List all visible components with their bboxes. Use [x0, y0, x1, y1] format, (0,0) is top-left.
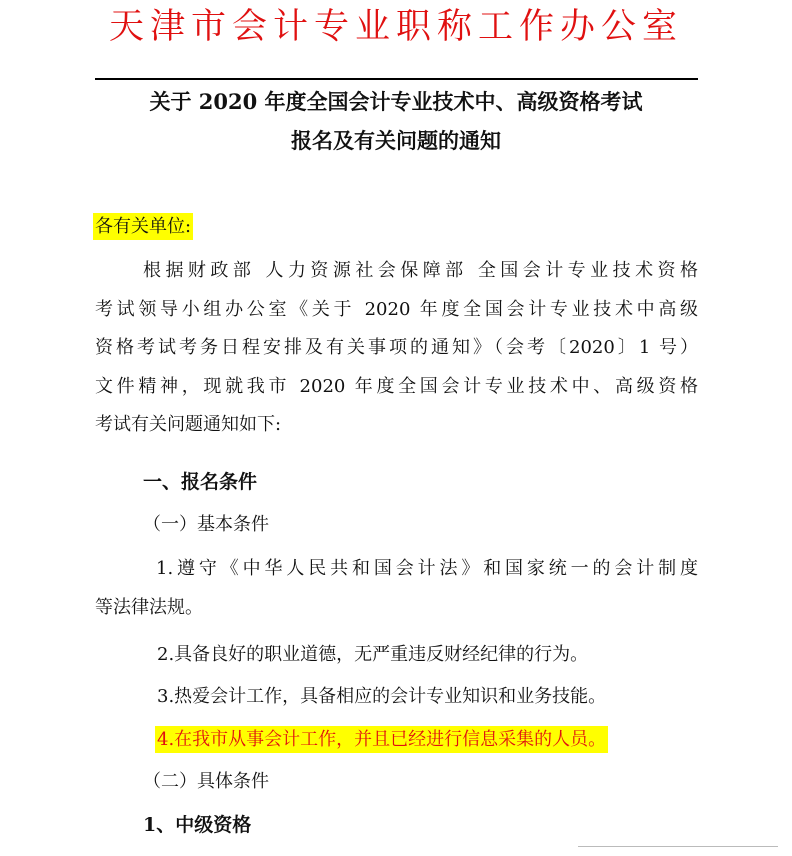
subsection-basic-conditions: （一）基本条件: [143, 514, 269, 535]
document-title-line-1: 关于 2020 年度全国会计专业技术中、高级资格考试: [149, 89, 643, 114]
salutation-text: 各有关单位:: [93, 213, 193, 240]
subsection-specific-conditions: （二）具体条件: [143, 771, 269, 792]
section-heading-requirements: 一、报名条件: [143, 471, 258, 493]
intro-line: 考试领导小组办公室《关于 2020 年度全国会计专业技术中高级: [95, 298, 698, 320]
item-4: [155, 725, 608, 755]
item-2: 2.具备良好的职业道德，无严重违反财经纪律的行为。: [157, 644, 589, 665]
org-name-header: 天津市会计专业职称工作办公室: [108, 7, 683, 47]
item-1-paragraph: [95, 550, 698, 627]
item-1-line: 1.遵守《中华人民共和国会计法》和国家统一的会计制度: [156, 558, 698, 579]
intro-line: 考试有关问题通知如下:: [95, 414, 282, 435]
item-3: 3.热爱会计工作，具备相应的会计专业知识和业务技能。: [157, 686, 607, 707]
subheading-intermediate-level: 1、中级资格: [143, 814, 252, 836]
intro-line: 资格考试考务日程安排及有关事项的通知》（会考〔2020〕1 号）: [95, 337, 698, 358]
intro-line: 文件精神，现就我市 2020 年度全国会计专业技术中、高级资格: [95, 375, 698, 397]
item-1-line: 等法律法规。: [95, 596, 203, 618]
document-title-line-2: 报名及有关问题的通知: [291, 128, 501, 153]
intro-line: 根据财政部 人力资源社会保障部 全国会计专业技术资格: [143, 260, 698, 281]
intro-paragraph: [95, 252, 698, 445]
header-divider: [95, 78, 698, 80]
item-4-text: 4.在我市从事会计工作，并且已经进行信息采集的人员。: [155, 726, 608, 753]
salutation: [93, 212, 193, 242]
